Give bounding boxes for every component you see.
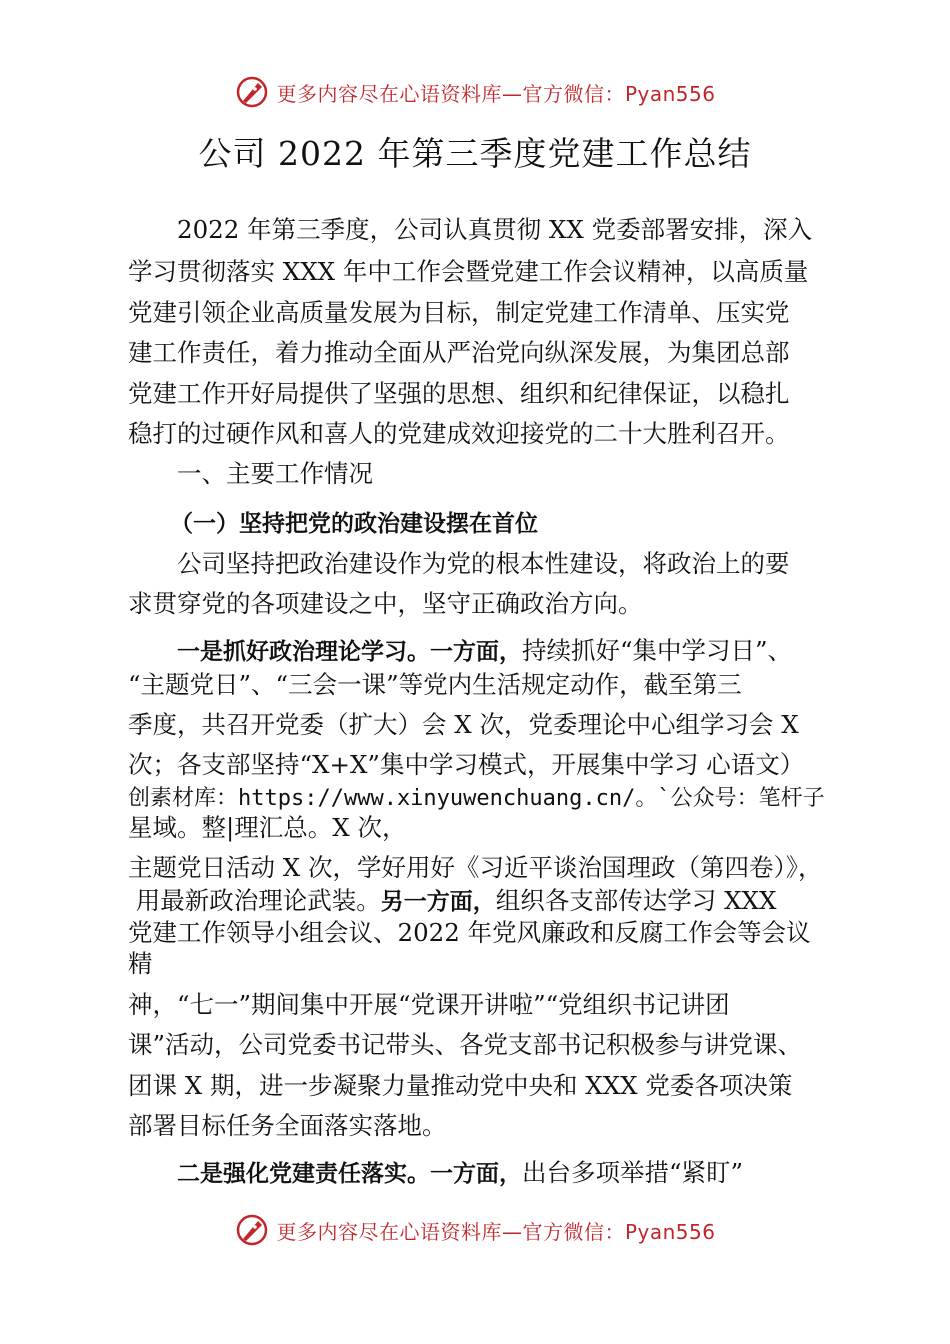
text-line: 党建引领企业高质量发展为目标，制定党建工作清单、压实党 — [128, 298, 790, 327]
text-line: 一是抓好政治理论学习。一方面，持续抓好“集中学习日”、 — [177, 636, 793, 665]
text-line: 神，“七一”期间集中开展“党课开讲啦”“党组织书记讲团 — [128, 990, 730, 1019]
text-line: 党建工作领导小组会议、2022 年党风廉政和反腐工作会等会议 — [128, 918, 811, 947]
text-line: 求贯穿党的各项建设之中，坚守正确政治方向。 — [128, 589, 643, 618]
text-line: 课”活动，公司党委书记带头、各党支部书记积极参与讲党课、 — [128, 1030, 803, 1059]
watermark-banner-top — [0, 72, 950, 112]
text-line: 稳打的过硬作风和喜人的党建成效迎接党的二十大胜利召开。 — [128, 419, 790, 448]
text-line: 用最新政治理论武装。另一方面，组织各支部传达学习 XXX — [128, 886, 777, 915]
text-line: 主题党日活动 X 次，学好用好《习近平谈治国理政（第四卷）》， — [128, 853, 823, 882]
text-line: 二是强化党建责任落实。一方面，出台多项举措“紧盯” — [177, 1158, 744, 1187]
pen-nib-logo-icon — [234, 1212, 270, 1248]
text-line: 次；各支部坚持“X+X”集中学习模式，开展集中学习 心语文） — [128, 750, 805, 779]
text-line: 公司坚持把政治建设作为党的根本性建设，将政治上的要 — [177, 549, 790, 578]
section-heading: 一、主要工作情况 — [177, 459, 373, 488]
text-line: 星域。整|理汇总。X 次， — [128, 813, 407, 842]
text-line: 部署目标任务全面落实落地。 — [128, 1111, 447, 1140]
text-line: 团课 X 期，进一步凝聚力量推动党中央和 XXX 党委各项决策 — [128, 1071, 793, 1100]
pen-nib-logo-icon — [234, 74, 270, 110]
text-line: 2022 年第三季度，公司认真贯彻 XX 党委部署安排，深入 — [177, 215, 813, 244]
text-line: 精 — [128, 949, 153, 978]
text-line: 建工作责任，着力推动全面从严治党向纵深发展，为集团总部 — [128, 338, 790, 367]
text-line: 学习贯彻落实 XXX 年中工作会暨党建工作会议精神，以高质量 — [128, 257, 809, 286]
watermark-banner-bottom — [0, 1210, 950, 1250]
text-line: 季度，共召开党委（扩大）会 X 次，党委理论中心组学习会 X — [128, 710, 799, 739]
text-line: “主题党日”、“三会一课”等党内生活规定动作，截至第三 — [128, 670, 742, 699]
subsection-heading: （一）坚持把党的政治建设摆在首位 — [170, 511, 538, 537]
watermark-text: 更多内容尽在心语资料库—官方微信：Pyan556 — [276, 1219, 716, 1244]
text-line: 创素材库：https://www.xinyuwenchuang.cn/。`公众号：笔杆子 — [128, 786, 825, 811]
text-line: 党建工作开好局提供了坚强的思想、组织和纪律保证，以稳扎 — [128, 379, 790, 408]
watermark-text: 更多内容尽在心语资料库—官方微信：Pyan556 — [276, 81, 716, 106]
document-title: 公司 2022 年第三季度党建工作总结 — [198, 134, 752, 173]
